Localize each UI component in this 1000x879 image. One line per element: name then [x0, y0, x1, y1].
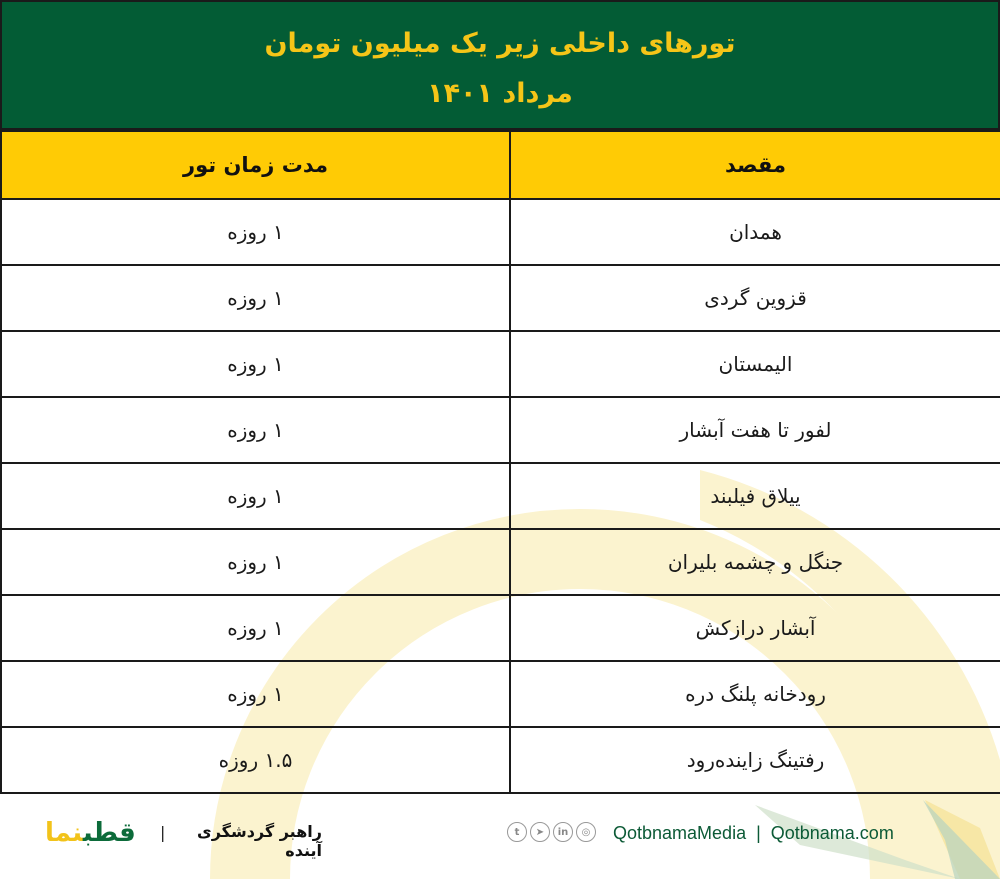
cell-destination: لفور تا هفت آبشار	[510, 397, 1000, 463]
table-row	[1, 727, 1000, 793]
brand-slogan: راهبر گردشگری آینده	[197, 822, 322, 860]
title-banner	[0, 0, 1000, 130]
footer	[0, 815, 1000, 860]
cell-duration: ۱ روزه	[1, 265, 510, 331]
cell-destination: آبشار درازکش	[510, 595, 1000, 661]
table-row	[1, 529, 1000, 595]
cell-destination: رودخانه پلنگ دره	[510, 661, 1000, 727]
cell-duration: ۱ روزه	[1, 199, 510, 265]
cell-duration: ۱ روزه	[1, 529, 510, 595]
cell-duration: ۱ روزه	[1, 661, 510, 727]
twitter-icon[interactable]: t	[507, 822, 527, 842]
table-row	[1, 595, 1000, 661]
cell-destination: الیمستان	[510, 331, 1000, 397]
table-row	[1, 265, 1000, 331]
cell-duration: ۱ روزه	[1, 463, 510, 529]
cell-destination: جنگل و چشمه بلیران	[510, 529, 1000, 595]
logo-part-green: قطب	[82, 818, 136, 848]
table-row	[1, 661, 1000, 727]
footer-separator: |	[160, 823, 166, 842]
instagram-icon[interactable]: ◎	[576, 822, 596, 842]
social-handle-and-website: QotbnamaMedia | Qotbnama.com	[613, 823, 894, 843]
header-destination: مقصد	[510, 131, 1000, 199]
cell-destination: ییلاق فیلبند	[510, 463, 1000, 529]
cell-duration: ۱ روزه	[1, 331, 510, 397]
brand-logo	[45, 818, 136, 848]
telegram-icon[interactable]: ➤	[530, 822, 550, 842]
social-links	[507, 822, 596, 842]
table-header-row	[1, 131, 1000, 199]
cell-duration: ۱ روزه	[1, 397, 510, 463]
title-date: مرداد ۱۴۰۱	[427, 78, 573, 109]
cell-duration: ۱.۵ روزه	[1, 727, 510, 793]
cell-destination: رفتینگ زاینده‌رود	[510, 727, 1000, 793]
cell-duration: ۱ روزه	[1, 595, 510, 661]
tours-table	[0, 130, 1000, 794]
table-row	[1, 397, 1000, 463]
title-main: تورهای داخلی زیر یک میلیون تومان	[264, 28, 736, 59]
table-row	[1, 199, 1000, 265]
table-row	[1, 331, 1000, 397]
cell-destination: قزوین گردی	[510, 265, 1000, 331]
table-row	[1, 463, 1000, 529]
logo-part-yellow: نما	[45, 818, 83, 848]
linkedin-icon[interactable]: in	[553, 822, 573, 842]
cell-destination: همدان	[510, 199, 1000, 265]
header-duration: مدت زمان تور	[1, 131, 510, 199]
